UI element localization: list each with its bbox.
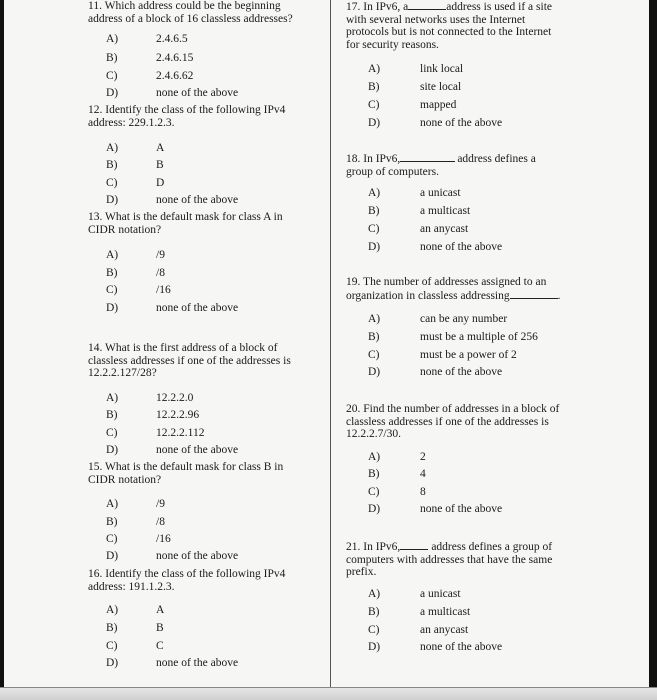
page-left-border <box>0 0 4 700</box>
page-bottom-shadow <box>0 688 657 700</box>
column-divider <box>330 0 331 700</box>
question-stem: 19. The number of addresses assigned to an organization in classless addressing . <box>346 276 561 302</box>
question-stem: 21. In IPv6, address defines a group of computers with addresses that have the same prefix. <box>346 541 553 578</box>
question-stem: 18. In IPv6, address defines a group of computers. <box>346 153 536 178</box>
question-stem: 20. Find the number of addresses in a block of classless addresses if one of the addresses is 12.2.2.7/30. <box>346 403 560 440</box>
quiz-page: 11. Which address could be the beginning address of a block of 16 classless addresses? A) 2.4.6.5 B) 2.4.6.15 C) 2.4.6.62 D) none of the above 12. Identify the class of the following IPv4 address: 229.1.2.3. A) A B) B C) D D) none of the above 13. What is the default mask for class A in CIDR notation? A) /9 B) /8 C) /16 D) none of the above 14. What is the first address of a block of classless addresses if one of the addresses is 12.2.2.127/28? A) 12.2.2.0 B) 12.2.2.96 C) 12.2.2.112 D) none of the above 15. What is the default mask for class B in CIDR notation? A) /9 B) /8 C) /16 D) none of the above 16. Identify the class of the following IPv4 address: 191.1.2.3. A) A B) B C) C D) none of the above 17. In IPv6, a address is used if a site with several networks uses the Internet protocols but is not connected to the Internet for security reasons. A) link local B) site local C) mapped D) none of the above 18. In IPv6, address defines a group of computers. A) a unicast B) a multicast C) an anycast D) none of the above 19. The number of addresses assigned to an organization in classless addressing . A) can be any number B) must be a multiple of 256 C) must be a power of 2 D) none of the above 20. Find the number of addresses in a block of classless addresses if one of the addresses is 12.2.2.7/30. A) 2 B) 4 C) 8 D) none of the above 21. In IPv6, address defines a group of computers with addresses that have the same prefix. A) a unicast B) a multicast C) an anycast D) none of the above <box>0 0 657 700</box>
answer-blank <box>510 289 558 299</box>
question-stem: 11. Which address could be the beginning address of a block of 16 classless addresses? <box>88 0 293 25</box>
question-stem: 13. What is the default mask for class A in CIDR notation? <box>88 211 283 236</box>
question-stem: 15. What is the default mask for class B in CIDR notation? <box>88 461 284 486</box>
question-stem: 17. In IPv6, a address is used if a site with several networks uses the Internet protocols but is not connected to the Internet for security reasons. <box>346 1 553 51</box>
question-stem: 16. Identify the class of the following IPv4 address: 191.1.2.3. <box>88 568 286 593</box>
question-stem: 14. What is the first address of a block of classless addresses if one of the addresses is 12.2.2.127/28? <box>88 342 291 379</box>
page-right-border <box>649 0 657 700</box>
answer-blank <box>400 152 455 162</box>
answer-blank <box>408 0 446 10</box>
answer-blank <box>400 540 428 550</box>
question-stem: 12. Identify the class of the following IPv4 address: 229.1.2.3. <box>88 104 286 129</box>
